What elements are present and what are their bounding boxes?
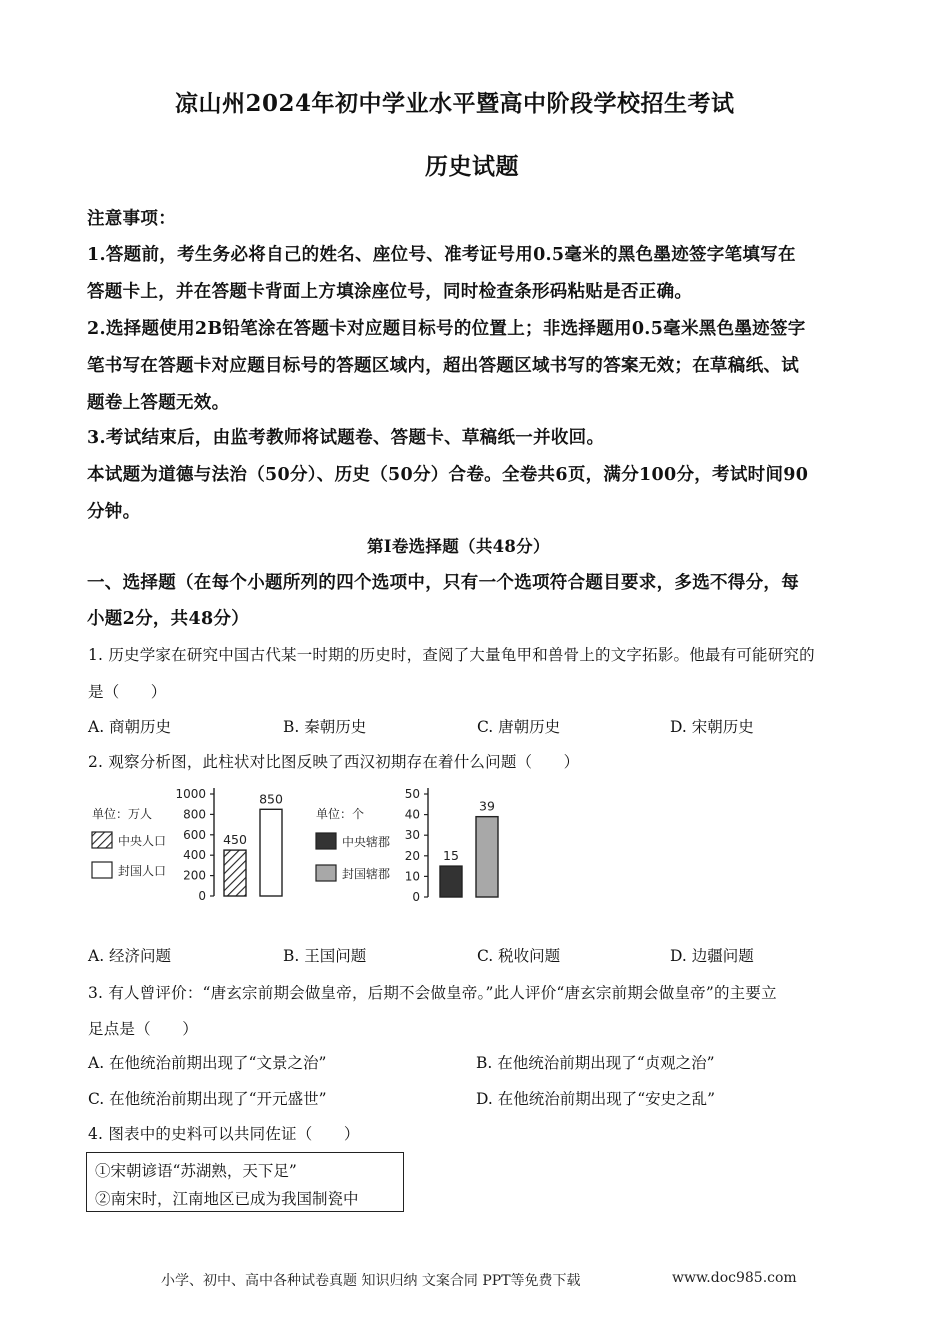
question-4-stem: 4. 图表中的史料可以共同佐证（ ） [88,1125,360,1143]
part-heading: 一、选择题（在每个小题所列的四个选项中，只有一个选项符合题目要求，多选不得分，每 [87,573,799,593]
question-3-stem: 足点是（ ） [88,1020,198,1038]
legend-swatch-central-population [92,832,112,848]
legend-label-fief-population: 封国人口 [118,864,167,878]
legend-swatch-fief-commanderies [316,865,336,881]
question-3-stem: 3. 有人曾评价：“唐玄宗前期会做皇帝，后期不会做皇帝。”此人评价“唐玄宗前期会做皇帝”的主要立 [88,984,777,1002]
exam-subtitle: 历史试题 [425,153,519,180]
question-3-option-c: C. 在他统治前期出现了“开元盛世” [88,1090,327,1108]
commandery-bar-chart [312,780,512,915]
question-1-stem: 1. 历史学家在研究中国古代某一时期的历史时，查阅了大量龟甲和兽骨上的文字拓影。他最有可能研究的 [88,646,815,664]
footer-url[interactable]: www.doc985.com [672,1270,797,1286]
chart-2-tick-label: 40 [404,807,420,822]
notes-line: 1.答题前，考生务必将自己的姓名、座位号、准考证号用0.5毫米的黑色墨迹签字笔填写在 [87,245,796,265]
chart-1-tick-label: 0 [198,889,206,903]
question-3-option-a: A. 在他统治前期出现了“文景之治” [88,1054,327,1072]
notes-line: 笔书写在答题卡对应题目标号的答题区域内，超出答题区域书写的答案无效；在草稿纸、试 [87,356,799,376]
question-2-option-b: B. 王国问题 [283,947,367,965]
question-1-option-a: A. 商朝历史 [88,718,172,736]
chart-2-unit-label: 单位：个 [316,807,365,821]
chart-1-unit-label: 单位：万人 [92,807,153,821]
chart-1-bar [260,809,282,896]
notes-line: 题卷上答题无效。 [87,393,230,413]
notes-line: 3.考试结束后，由监考教师将试题卷、答题卡、草稿纸一并收回。 [87,428,605,448]
chart-1-tick-label: 800 [183,807,206,822]
source-line: ①宋朝谚语“苏湖熟，天下足” [95,1162,297,1180]
question-1-option-c: C. 唐朝历史 [477,718,561,736]
footer-text: 小学、初中、高中各种试卷真题 知识归纳 文案合同 PPT等免费下载 [161,1273,581,1289]
chart-2-bar [440,866,462,897]
question-2-option-c: C. 税收问题 [477,947,561,965]
notes-heading: 注意事项： [87,209,176,229]
legend-swatch-fief-population [92,862,112,878]
chart-2-tick-label: 30 [404,828,420,843]
legend-label-central-population: 中央人口 [118,834,167,848]
question-2-option-d: D. 边疆问题 [670,947,754,965]
question-2-stem: 2. 观察分析图，此柱状对比图反映了西汉初期存在着什么问题（ ） [88,753,580,771]
chart-1-tick-label: 400 [183,848,206,863]
chart-2-tick-label: 20 [404,848,420,863]
chart-2-tick-label: 50 [404,787,420,801]
part-heading: 小题2分，共48分） [87,609,250,629]
notes-line: 分钟。 [87,502,141,522]
legend-swatch-central-commanderies [316,833,336,849]
question-1-stem: 是（ ） [88,683,167,701]
chart-2-tick-label: 10 [404,869,420,884]
notes-line: 答题卡上，并在答题卡背面上方填涂座位号，同时检查条形码粘贴是否正确。 [87,282,693,302]
legend-label-central-commanderies: 中央辖郡 [342,835,391,849]
source-material-box [86,1152,404,1212]
population-bar-chart [88,780,298,915]
chart-1-tick-label: 1000 [175,787,206,801]
chart-1-tick-label: 200 [183,868,206,883]
notes-line: 2.选择题使用2B铅笔涂在答题卡对应题目标号的位置上；非选择题用0.5毫米黑色墨迹签字 [87,319,806,339]
question-3-option-d: D. 在他统治前期出现了“安史之乱” [476,1090,716,1108]
volume-title: 第Ⅰ卷选择题（共48分） [367,537,550,556]
chart-2-data-label: 39 [479,798,495,814]
chart-1-bar [224,850,246,896]
chart-2-tick-label: 0 [412,890,420,904]
question-2-option-a: A. 经济问题 [88,947,172,965]
chart-1-data-label: 450 [223,832,247,848]
question-3-option-b: B. 在他统治前期出现了“贞观之治” [476,1054,715,1072]
source-line: ②南宋时，江南地区已成为我国制瓷中 [95,1190,359,1208]
exam-title: 凉山州2024年初中学业水平暨高中阶段学校招生考试 [175,90,735,117]
question-1-option-d: D. 宋朝历史 [670,718,754,736]
chart-1-data-label: 850 [259,791,283,807]
question-1-option-b: B. 秦朝历史 [283,718,367,736]
chart-2-bar [476,817,498,897]
notes-line: 本试题为道德与法治（50分）、历史（50分）合卷。全卷共6页，满分100分，考试时间90 [87,465,809,485]
chart-2-data-label: 15 [443,848,459,864]
chart-1-tick-label: 600 [183,827,206,842]
legend-label-fief-commanderies: 封国辖郡 [342,867,391,881]
